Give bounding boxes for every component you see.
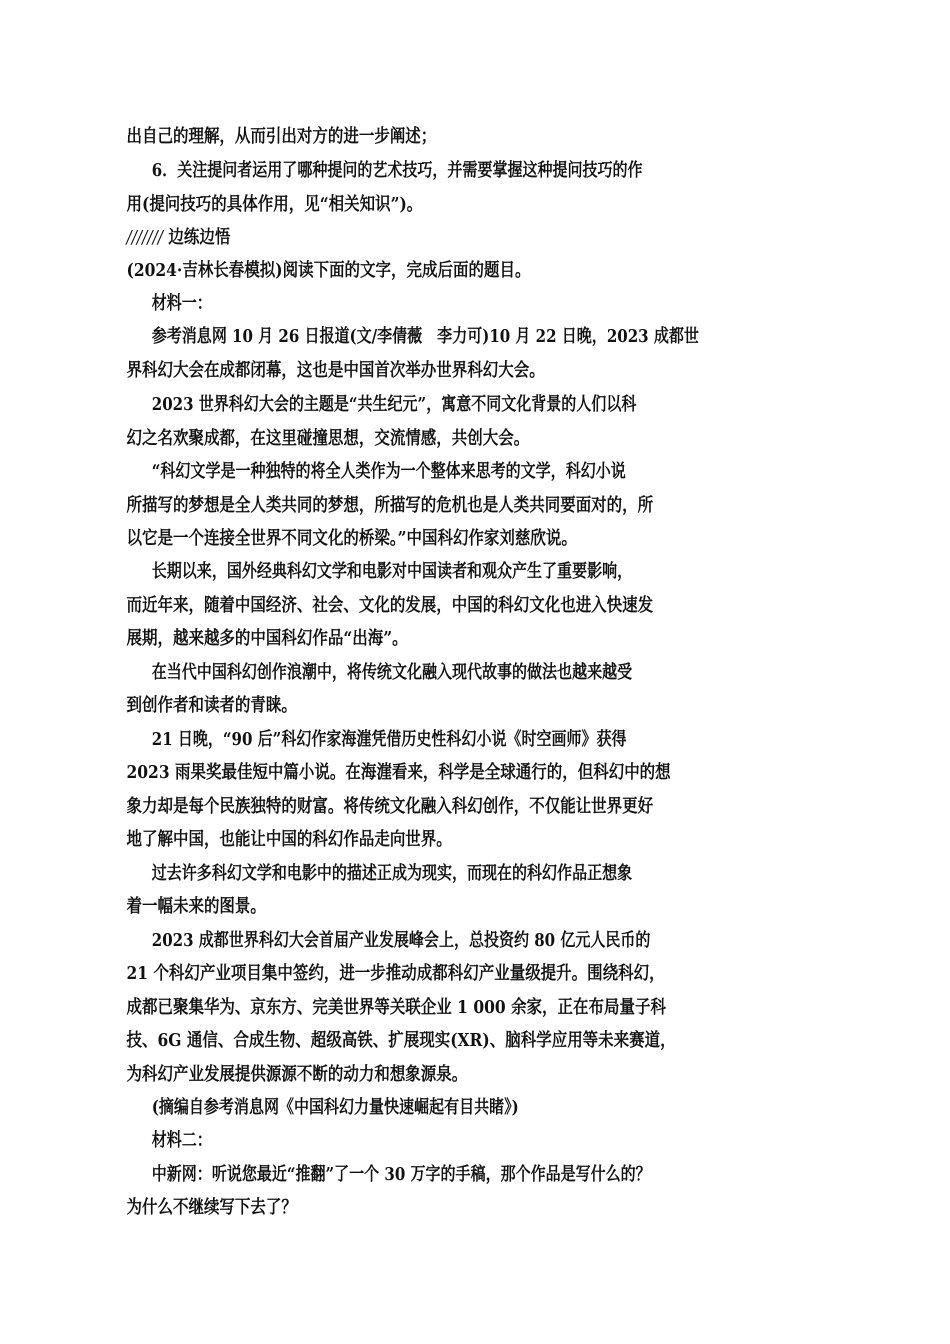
paragraph-line: 地了解中国，也能让中国的科幻作品走向世界。 [126,829,452,850]
paragraph-line: 在当代中国科幻创作浪潮中，将传统文化融入现代故事的做法也越来越受 [151,662,633,683]
paragraph-line: 到创作者和读者的青睐。 [126,695,297,716]
paragraph-line: 为什么不继续写下去了？ [126,1197,297,1218]
paragraph-line: 2023 成都世界科幻大会首届产业发展峰会上，总投资约 80 亿元人民币的 [151,930,651,951]
item-6-line-1: 6．关注提问者运用了哪种提问的艺术技巧，并需要掌握这种提问技巧的作 [151,160,643,181]
material-1-label: 材料一： [151,293,212,314]
paragraph-line: 所描写的梦想是全人类共同的梦想，所描写的危机也是人类共同要面对的，所 [126,495,654,516]
paragraph-line: 2023 雨果奖最佳短中篇小说。在海漄看来，科学是全球通行的，但科幻中的想 [126,762,671,783]
paragraph-line: 21 个科幻产业项目集中签约，进一步推动成都科幻产业量级提升。围绕科幻， [126,963,665,984]
paragraph-line: 成都已聚集华为、京东方、完美世界等关联企业 1 000 余家，正在布局量子科 [126,997,666,1018]
paragraph-line: 2023 世界科幻大会的主题是“共生纪元”，寓意不同文化背景的人们以科 [151,394,637,415]
material-2-label: 材料二： [151,1130,212,1151]
paragraph-line: 象力却是每个民族独特的财富。将传统文化融入科幻创作，不仅能让世界更好 [126,796,654,817]
paragraph-line: “科幻文学是一种独特的将全人类作为一个整体来思考的文学，科幻小说 [151,461,626,482]
paragraph-line: 幻之名欢聚成都，在这里碰撞思想，交流情感，共创大会。 [126,428,530,449]
paragraph-line: 而近年来，随着中国经济、社会、文化的发展，中国的科幻文化也进入快速发 [126,595,654,616]
paragraph-line: 展期，越来越多的中国科幻作品“出海”。 [126,628,408,649]
paragraph-line: 技、6G 通信、合成生物、超级高铁、扩展现实(XR)、脑科学应用等未来赛道， [126,1030,676,1051]
section-title: 边练边悟 [168,227,231,248]
paragraph-line: 为科幻产业发展提供源源不断的动力和想象源泉。 [126,1064,468,1085]
section-marker: /////// [126,227,164,248]
task-source: (2024·吉林长春模拟) [126,260,283,281]
paragraph-line: 着一幅未来的图景。 [126,896,266,917]
material-1-citation: (摘编自参考消息网《中国科幻力量快速崛起有目共睹》) [151,1097,519,1118]
paragraph-line: 长期以来，国外经典科幻文学和电影对中国读者和观众产生了重要影响， [151,561,633,582]
paragraph-line: 参考消息网 10 月 26 日报道(文/李倩薇 李力可)10 月 22 日晚，2023 成都世 [151,326,699,347]
paragraph-line: 中新网：听说您最近“推翻”了一个 30 万字的手稿，那个作品是写什么的？ [151,1164,651,1185]
section-heading [0,226,944,250]
paragraph-line: 界科幻大会在成都闭幕，这也是中国首次举办世界科幻大会。 [126,360,545,381]
intro-line-1: 出自己的理解，从而引出对方的进一步阐述； [126,126,437,147]
item-6-line-2: 用(提问技巧的具体作用，见“相关知识”)。 [126,194,423,215]
paragraph-line: 过去许多科幻文学和电影中的描述正成为现实，而现在的科幻作品正想象 [151,863,633,884]
paragraph-line: 以它是一个连接全世界不同文化的桥梁。”中国科幻作家刘慈欣说。 [126,528,577,549]
paragraph-line: 21 日晚，“90 后”科幻作家海漄凭借历史性科幻小说《时空画师》获得 [151,729,627,750]
task-line [0,259,944,283]
task-instruction: 阅读下面的文字，完成后面的题目。 [282,260,531,281]
